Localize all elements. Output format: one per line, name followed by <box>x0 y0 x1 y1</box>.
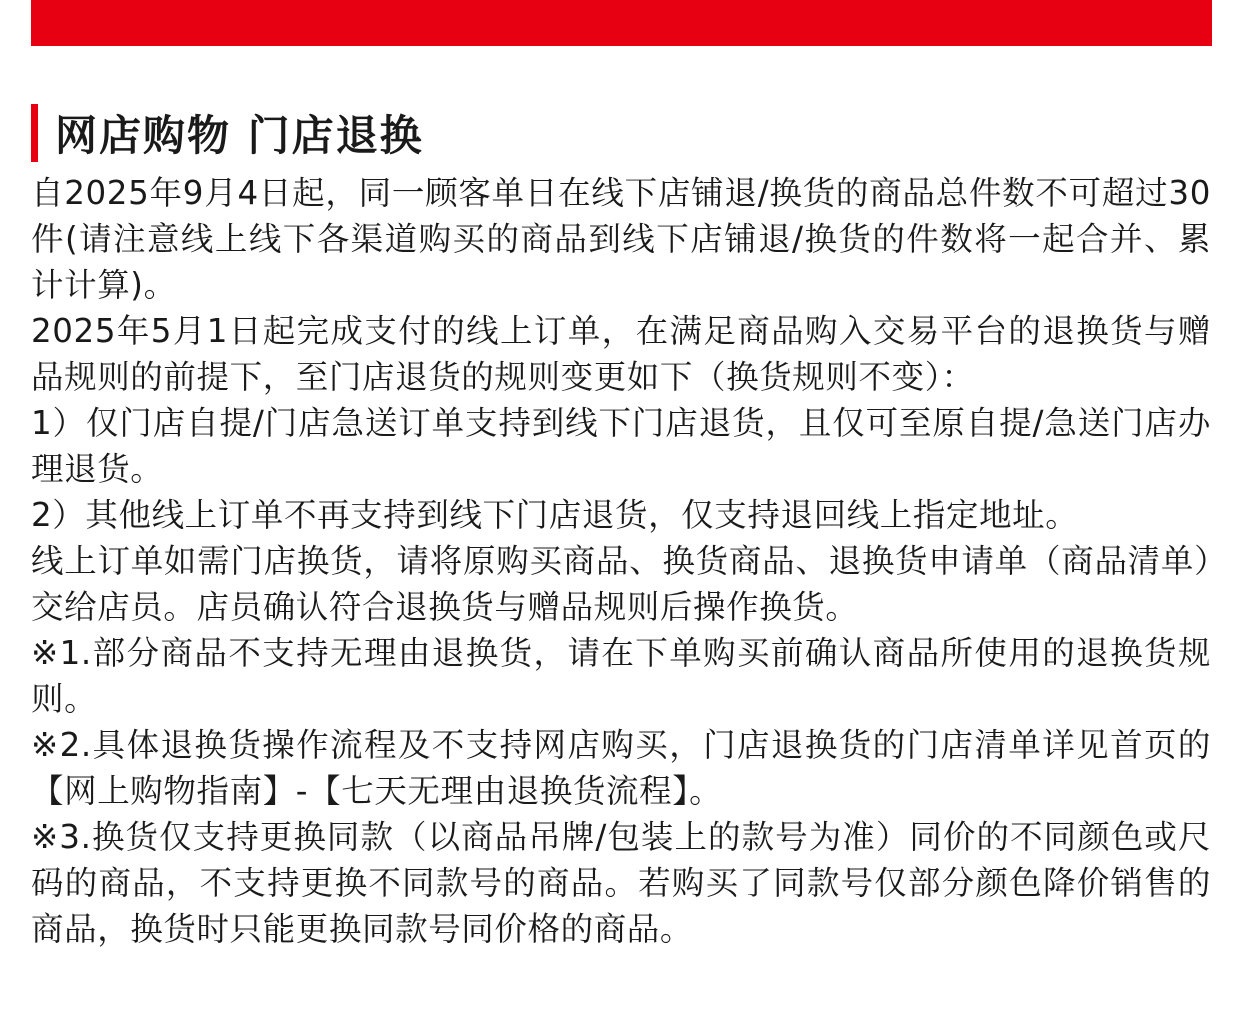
policy-paragraph-item-1: 1）仅门店自提/门店急送订单支持到线下门店退货，且仅可至原自提/急送门店办理退货。 <box>31 404 1211 488</box>
policy-paragraph-rule-change: 2025年5月1日起完成支付的线上订单，在满足商品购入交易平台的退换货与赠品规则的前提下，至门店退货的规则变更如下（换货规则不变）： <box>31 312 1211 396</box>
policy-content <box>31 170 1211 952</box>
policy-paragraph-item-2: 2）其他线上订单不再支持到线下门店退货，仅支持退回线上指定地址。 <box>31 496 1079 534</box>
section-heading <box>31 104 424 162</box>
policy-paragraph-exchange: 线上订单如需门店换货，请将原购买商品、换货商品、退换货申请单（商品清单）交给店员。店员确认符合退换货与赠品规则后操作换货。 <box>31 542 1211 626</box>
policy-note-3: ※3.换货仅支持更换同款（以商品吊牌/包装上的款号为准）同价的不同颜色或尺码的商品，不支持更换不同款号的商品。若购买了同款号仅部分颜色降价销售的商品，换货时只能更换同款号同价格的商品。 <box>31 818 1211 948</box>
policy-note-2: ※2.具体退换货操作流程及不支持网店购买，门店退换货的门店清单详见首页的【网上购物指南】-【七天无理由退换货流程】。 <box>31 726 1211 810</box>
policy-paragraph-daily-limit: 自2025年9月4日起，同一顾客单日在线下店铺退/换货的商品总件数不可超过30件(请注意线上线下各渠道购买的商品到线下店铺退/换货的件数将一起合并、累计计算)。 <box>31 174 1211 304</box>
policy-note-1: ※1.部分商品不支持无理由退换货，请在下单购买前确认商品所使用的退换货规则。 <box>31 634 1211 718</box>
top-notice-banner <box>31 0 1212 46</box>
heading-accent-bar <box>31 104 38 162</box>
section-title: 网店购物 门店退换 <box>55 111 424 160</box>
